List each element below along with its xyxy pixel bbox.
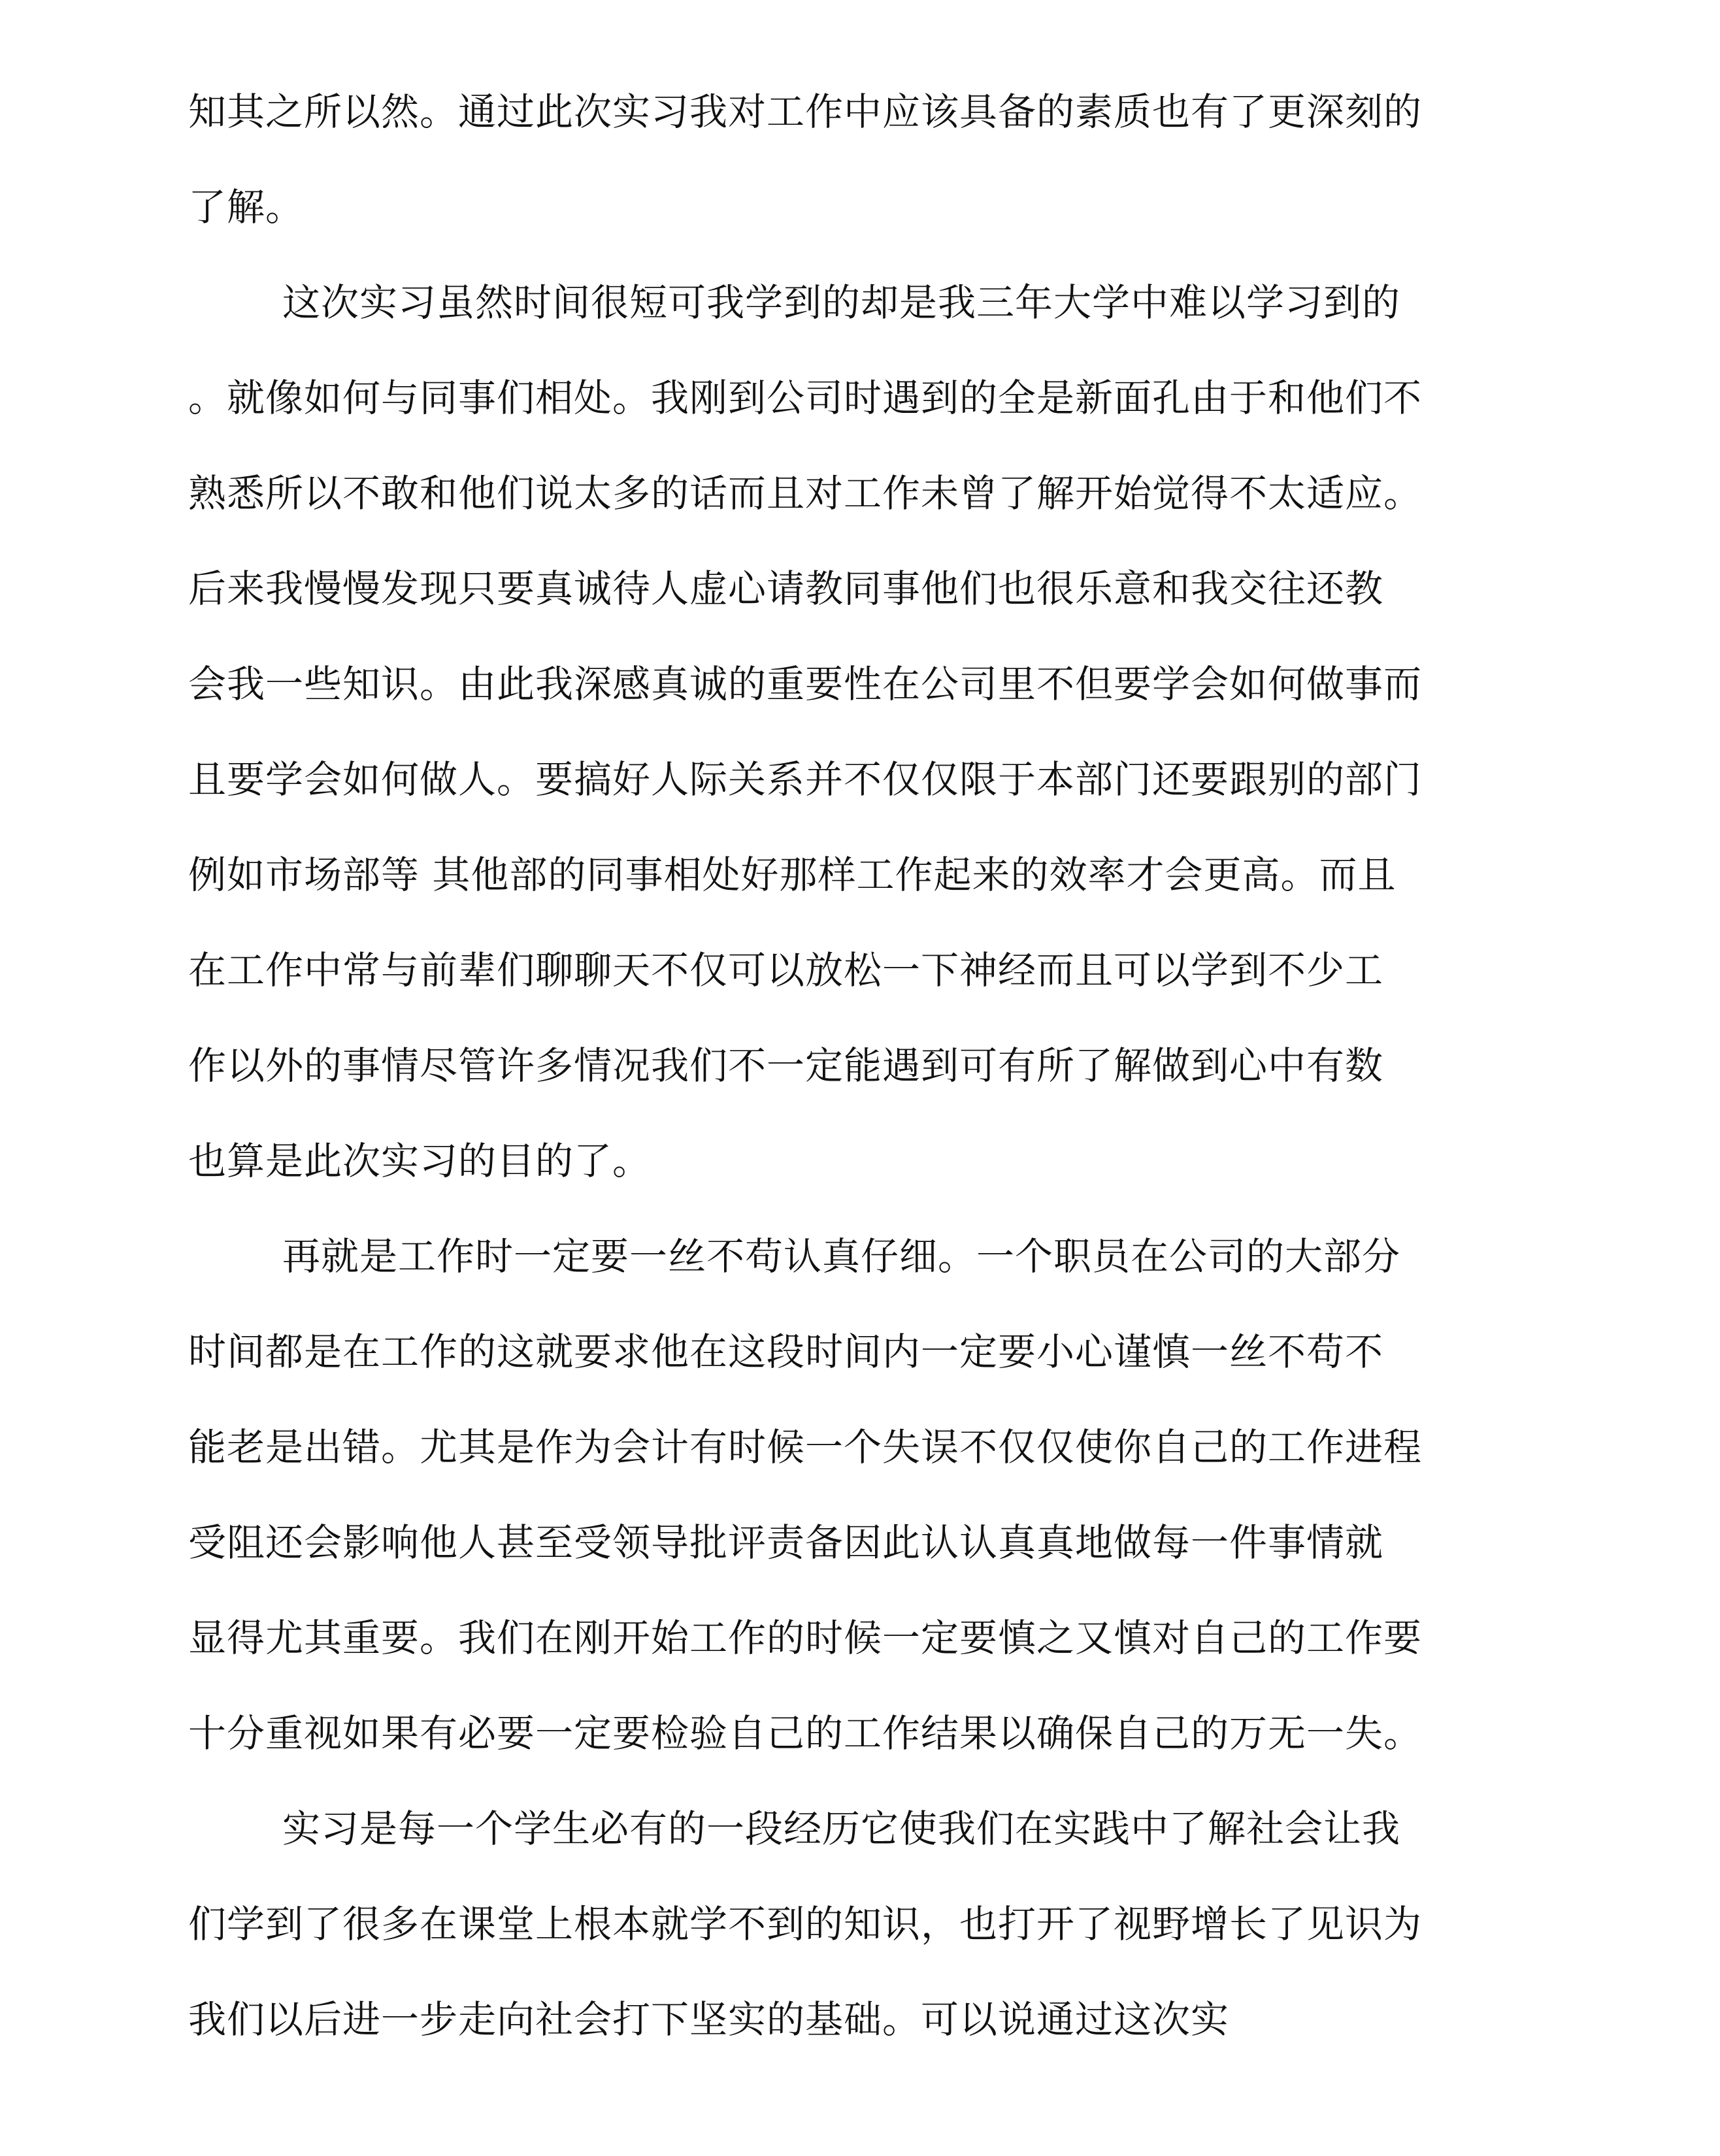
paragraph-start-line: 实习是每一个学生必有的一段经历它使我们在实践中了解社会让我 [282,1806,1401,1851]
text-line: 们学到了很多在课堂上根本就学不到的知识，也打开了视野增长了见识为 [188,1902,1423,1946]
text-line: 了解。 [188,185,305,229]
text-line: 。就像如何与同事们相处。我刚到公司时遇到的全是新面孔由于和他们不 [188,376,1423,420]
text-line: 十分重视如果有必要一定要检验自己的工作结果以确保自己的万无一失。 [188,1711,1423,1756]
text-line: 显得尤其重要。我们在刚开始工作的时候一定要慎之又慎对自己的工作要 [188,1616,1423,1660]
text-line: 且要学会如何做人。要搞好人际关系并不仅仅限于本部门还要跟别的部门 [188,757,1423,802]
text-line: 会我一些知识。由此我深感真诚的重要性在公司里不但要学会如何做事而 [188,662,1423,706]
text-line: 在工作中常与前辈们聊聊天不仅可以放松一下神经而且可以学到不少工 [188,948,1384,992]
text-line: 知其之所以然。通过此次实习我对工作中应该具备的素质也有了更深刻的 [188,90,1423,134]
text-line: 也算是此次实习的目的了。 [188,1139,652,1183]
paragraph-start-line: 这次实习虽然时间很短可我学到的却是我三年大学中难以学习到的 [282,280,1401,325]
text-line: 时间都是在工作的这就要求他在这段时间内一定要小心谨慎一丝不苟不 [188,1330,1384,1374]
text-line: 后来我慢慢发现只要真诚待人虚心请教同事他们也很乐意和我交往还教 [188,566,1384,611]
text-line: 作以外的事情尽管许多情况我们不一定能遇到可有所了解做到心中有数 [188,1043,1384,1088]
text-line: 受阻还会影响他人甚至受领导批评责备因此认认真真地做每一件事情就 [188,1520,1384,1565]
text-line: 熟悉所以不敢和他们说太多的话而且对工作未曾了解开始觉得不太适应。 [188,471,1423,515]
text-line: 能老是出错。尤其是作为会计有时候一个失误不仅仅使你自己的工作进程 [188,1425,1423,1469]
text-line: 例如市场部等 其他部的同事相处好那样工作起来的效率才会更高。而且 [188,853,1397,897]
paragraph-start-line: 再就是工作时一定要一丝不苟认真仔细。一个职员在公司的大部分 [282,1234,1401,1279]
body-text [188,64,1534,2067]
text-line: 我们以后进一步走向社会打下坚实的基础。可以说通过这次实 [188,1997,1230,2042]
